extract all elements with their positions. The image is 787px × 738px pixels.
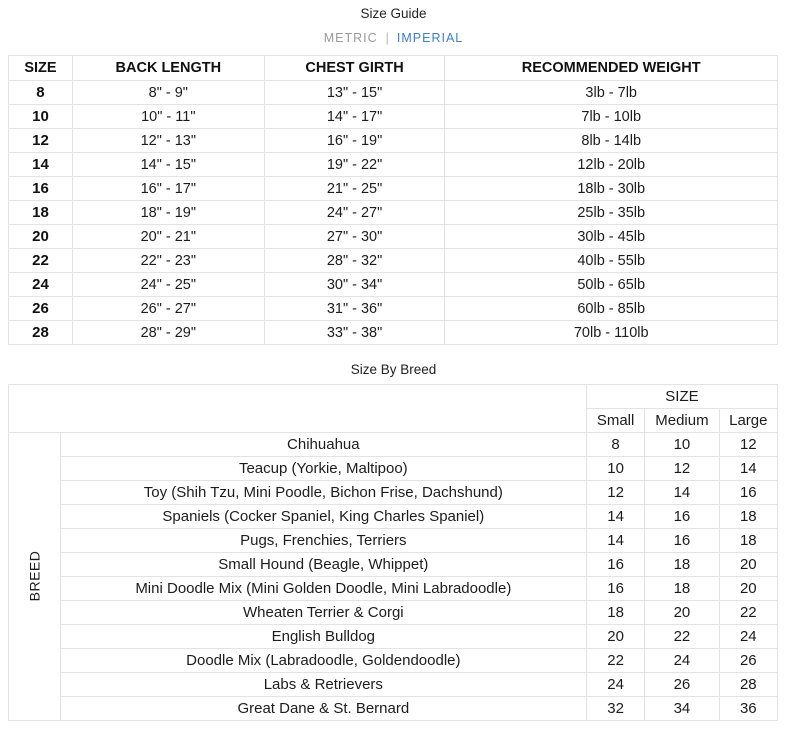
medium-size-cell: 34 bbox=[645, 697, 719, 721]
medium-size-cell: 24 bbox=[645, 649, 719, 673]
chest-girth-cell: 19" - 22" bbox=[264, 153, 445, 177]
size-guide-title: Size Guide bbox=[360, 6, 427, 21]
back-length-cell: 16" - 17" bbox=[72, 177, 264, 201]
small-size-cell: 22 bbox=[586, 649, 644, 673]
breed-name-cell: Great Dane & St. Bernard bbox=[60, 697, 586, 721]
small-size-cell: 8 bbox=[586, 433, 644, 457]
size-cell: 18 bbox=[9, 201, 73, 225]
breed-name-cell: Small Hound (Beagle, Whippet) bbox=[60, 553, 586, 577]
weight-cell: 3lb - 7lb bbox=[445, 81, 778, 105]
size-cell: 24 bbox=[9, 273, 73, 297]
breed-name-cell: Spaniels (Cocker Spaniel, King Charles Spaniel) bbox=[60, 505, 586, 529]
chest-girth-cell: 13" - 15" bbox=[264, 81, 445, 105]
large-column-header: Large bbox=[719, 409, 777, 433]
size-table-row bbox=[9, 297, 778, 321]
back-length-cell: 28" - 29" bbox=[72, 321, 264, 345]
small-size-cell: 12 bbox=[586, 481, 644, 505]
breed-table-row bbox=[9, 505, 778, 529]
small-size-cell: 20 bbox=[586, 625, 644, 649]
size-cell: 14 bbox=[9, 153, 73, 177]
chest-girth-cell: 21" - 25" bbox=[264, 177, 445, 201]
small-size-cell: 16 bbox=[586, 553, 644, 577]
breed-table-row bbox=[9, 457, 778, 481]
small-size-cell: 18 bbox=[586, 601, 644, 625]
breed-row-label: BREED bbox=[26, 550, 43, 602]
size-cell: 22 bbox=[9, 249, 73, 273]
medium-size-cell: 22 bbox=[645, 625, 719, 649]
weight-cell: 30lb - 45lb bbox=[445, 225, 778, 249]
back-length-cell: 24" - 25" bbox=[72, 273, 264, 297]
breed-table-row bbox=[9, 601, 778, 625]
size-table-row bbox=[9, 273, 778, 297]
weight-cell: 12lb - 20lb bbox=[445, 153, 778, 177]
breed-name-cell: Doodle Mix (Labradoodle, Goldendoodle) bbox=[60, 649, 586, 673]
small-size-cell: 24 bbox=[586, 673, 644, 697]
breed-name-cell: Teacup (Yorkie, Maltipoo) bbox=[60, 457, 586, 481]
size-column-header: SIZE bbox=[9, 56, 73, 81]
back-length-cell: 18" - 19" bbox=[72, 201, 264, 225]
large-size-cell: 20 bbox=[719, 553, 777, 577]
medium-size-cell: 18 bbox=[645, 553, 719, 577]
medium-size-cell: 14 bbox=[645, 481, 719, 505]
breed-row-label-cell bbox=[9, 433, 61, 721]
size-table-row bbox=[9, 249, 778, 273]
size-cell: 10 bbox=[9, 105, 73, 129]
medium-column-header: Medium bbox=[645, 409, 719, 433]
back-length-cell: 10" - 11" bbox=[72, 105, 264, 129]
back-length-cell: 12" - 13" bbox=[72, 129, 264, 153]
breed-table-row bbox=[9, 529, 778, 553]
breed-table-size-header-row bbox=[9, 385, 778, 409]
small-size-cell: 14 bbox=[586, 529, 644, 553]
breed-table-row bbox=[9, 625, 778, 649]
unit-toggle bbox=[0, 31, 787, 45]
chest-girth-cell: 31" - 36" bbox=[264, 297, 445, 321]
breed-table-row bbox=[9, 697, 778, 721]
size-table-row bbox=[9, 225, 778, 249]
size-cell: 12 bbox=[9, 129, 73, 153]
breed-name-cell: Chihuahua bbox=[60, 433, 586, 457]
chest-girth-cell: 14" - 17" bbox=[264, 105, 445, 129]
back-length-cell: 8" - 9" bbox=[72, 81, 264, 105]
large-size-cell: 36 bbox=[719, 697, 777, 721]
medium-size-cell: 10 bbox=[645, 433, 719, 457]
large-size-cell: 16 bbox=[719, 481, 777, 505]
medium-size-cell: 12 bbox=[645, 457, 719, 481]
small-size-cell: 14 bbox=[586, 505, 644, 529]
size-cell: 26 bbox=[9, 297, 73, 321]
size-cell: 28 bbox=[9, 321, 73, 345]
large-size-cell: 20 bbox=[719, 577, 777, 601]
breed-table-row bbox=[9, 673, 778, 697]
medium-size-cell: 26 bbox=[645, 673, 719, 697]
back-length-cell: 26" - 27" bbox=[72, 297, 264, 321]
large-size-cell: 18 bbox=[719, 529, 777, 553]
breed-name-cell: Toy (Shih Tzu, Mini Poodle, Bichon Frise, Dachshund) bbox=[60, 481, 586, 505]
imperial-unit-option[interactable]: IMPERIAL bbox=[396, 31, 464, 45]
large-size-cell: 22 bbox=[719, 601, 777, 625]
medium-size-cell: 16 bbox=[645, 505, 719, 529]
large-size-cell: 14 bbox=[719, 457, 777, 481]
medium-size-cell: 18 bbox=[645, 577, 719, 601]
size-group-header: SIZE bbox=[586, 385, 777, 409]
breed-table-row bbox=[9, 433, 778, 457]
back-length-column-header: BACK LENGTH bbox=[72, 56, 264, 81]
small-size-cell: 16 bbox=[586, 577, 644, 601]
size-table-row bbox=[9, 321, 778, 345]
breed-table-row bbox=[9, 577, 778, 601]
metric-unit-option[interactable]: METRIC bbox=[323, 31, 378, 45]
breed-table-row bbox=[9, 481, 778, 505]
chest-girth-cell: 33" - 38" bbox=[264, 321, 445, 345]
chest-girth-cell: 28" - 32" bbox=[264, 249, 445, 273]
chest-girth-cell: 30" - 34" bbox=[264, 273, 445, 297]
size-table-row bbox=[9, 201, 778, 225]
small-size-cell: 32 bbox=[586, 697, 644, 721]
breed-name-cell: Labs & Retrievers bbox=[60, 673, 586, 697]
large-size-cell: 12 bbox=[719, 433, 777, 457]
large-size-cell: 28 bbox=[719, 673, 777, 697]
medium-size-cell: 16 bbox=[645, 529, 719, 553]
back-length-cell: 22" - 23" bbox=[72, 249, 264, 273]
breed-name-cell: Wheaten Terrier & Corgi bbox=[60, 601, 586, 625]
size-cell: 8 bbox=[9, 81, 73, 105]
back-length-cell: 14" - 15" bbox=[72, 153, 264, 177]
back-length-cell: 20" - 21" bbox=[72, 225, 264, 249]
small-column-header: Small bbox=[586, 409, 644, 433]
chest-girth-column-header: CHEST GIRTH bbox=[264, 56, 445, 81]
large-size-cell: 26 bbox=[719, 649, 777, 673]
size-table-header-row bbox=[9, 56, 778, 81]
weight-cell: 50lb - 65lb bbox=[445, 273, 778, 297]
small-size-cell: 10 bbox=[586, 457, 644, 481]
size-table-row bbox=[9, 177, 778, 201]
size-table-row bbox=[9, 129, 778, 153]
weight-cell: 40lb - 55lb bbox=[445, 249, 778, 273]
weight-cell: 70lb - 110lb bbox=[445, 321, 778, 345]
size-guide-table bbox=[8, 55, 778, 345]
chest-girth-cell: 24" - 27" bbox=[264, 201, 445, 225]
chest-girth-cell: 27" - 30" bbox=[264, 225, 445, 249]
size-table-row bbox=[9, 153, 778, 177]
large-size-cell: 24 bbox=[719, 625, 777, 649]
size-cell: 16 bbox=[9, 177, 73, 201]
medium-size-cell: 20 bbox=[645, 601, 719, 625]
large-size-cell: 18 bbox=[719, 505, 777, 529]
weight-cell: 8lb - 14lb bbox=[445, 129, 778, 153]
size-by-breed-table bbox=[8, 384, 778, 721]
weight-cell: 7lb - 10lb bbox=[445, 105, 778, 129]
size-by-breed-title: Size By Breed bbox=[350, 362, 437, 377]
breed-name-cell: Mini Doodle Mix (Mini Golden Doodle, Mini Labradoodle) bbox=[60, 577, 586, 601]
weight-cell: 18lb - 30lb bbox=[445, 177, 778, 201]
chest-girth-cell: 16" - 19" bbox=[264, 129, 445, 153]
breed-name-cell: Pugs, Frenchies, Terriers bbox=[60, 529, 586, 553]
weight-cell: 25lb - 35lb bbox=[445, 201, 778, 225]
size-table-row bbox=[9, 81, 778, 105]
breed-table-row bbox=[9, 553, 778, 577]
weight-cell: 60lb - 85lb bbox=[445, 297, 778, 321]
size-cell: 20 bbox=[9, 225, 73, 249]
breed-name-cell: English Bulldog bbox=[60, 625, 586, 649]
size-table-row bbox=[9, 105, 778, 129]
recommended-weight-column-header: RECOMMENDED WEIGHT bbox=[445, 56, 778, 81]
breed-table-corner-cell bbox=[9, 385, 587, 433]
unit-separator: | bbox=[385, 31, 389, 45]
breed-table-row bbox=[9, 649, 778, 673]
